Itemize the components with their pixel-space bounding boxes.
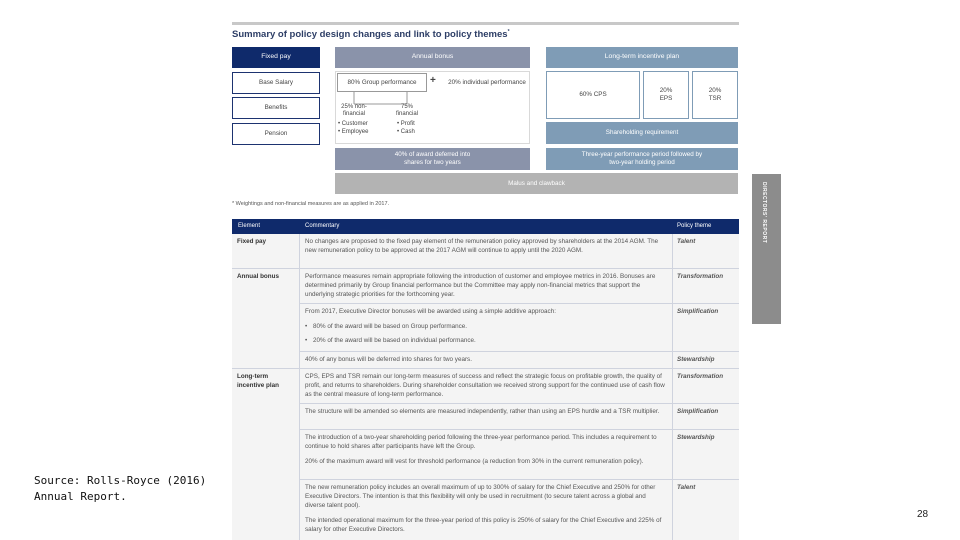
annual-bonus-bullet-1: 80% of the award will be based on Group performance. [313, 323, 468, 330]
eps-box: 20% EPS [643, 71, 689, 119]
pension-box: Pension [232, 123, 320, 145]
annual-bonus-box: Annual bonus [335, 47, 530, 68]
tsr-box: 20% TSR [692, 71, 738, 119]
fixed-pay-box: Fixed pay [232, 47, 320, 68]
page-number: 28 [917, 509, 929, 520]
bullet-dot-2: • [305, 337, 308, 344]
source-note: Source: Rolls-Royce (2016) Annual Report. [34, 474, 207, 503]
ltip-box: Long-term incentive plan [546, 47, 738, 68]
malus-clawback-box: Malus and clawback [335, 173, 738, 194]
footnote: * Weightings and non-financial measures are as applied in 2017. [232, 201, 390, 207]
row-label-fixed-pay: Fixed pay [237, 238, 267, 245]
page-title: Summary of policy design changes and link to policy themes* [232, 29, 510, 41]
annual-bonus-theme-1: Transformation [677, 273, 724, 280]
row-label-annual-bonus: Annual bonus [237, 273, 279, 280]
individual-performance-box: 20% individual performance [448, 78, 526, 86]
annual-bonus-commentary-3: 40% of any bonus will be deferred into shares for two years. [305, 356, 472, 363]
ltip-theme-1: Transformation [677, 373, 724, 380]
non-financial-item-employee: • Employee [338, 129, 369, 135]
ltip-theme-4: Talent [677, 484, 696, 491]
table-header [232, 219, 739, 234]
cps-box: 60% CPS [546, 71, 640, 119]
base-salary-box: Base Salary [232, 72, 320, 94]
bullet-dot-1: • [305, 323, 308, 330]
annual-bonus-bullet-2: 20% of the award will be based on individual performance. [313, 337, 476, 344]
financial-item-cash: • Cash [397, 129, 415, 135]
header-policy-theme: Policy theme [677, 223, 712, 229]
annual-bonus-commentary-1: Performance measures remain appropriate following the introduction of customer and employee metrics in 2016. Bonuses are determined primarily by Group financial performance but the Committee may apply non-financial metrics that support the underlying strategic priorities for the forthcoming year. [305, 273, 656, 299]
annual-bonus-theme-3: Stewardship [677, 356, 715, 363]
annual-bonus-commentary-2: From 2017, Executive Director bonuses will be awarded using a simple additive approach: [305, 308, 556, 315]
title-rule [232, 22, 739, 25]
fixed-pay-commentary: No changes are proposed to the fixed pay element of the remuneration policy approved by shareholders at the 2014 AGM. The new remuneration policy to be approved at the 2017 AGM will continue to apply until the 2020 AGM. [305, 238, 659, 255]
annual-bonus-theme-2: Simplification [677, 308, 719, 315]
header-element: Element [238, 223, 261, 229]
ltip-commentary-4b: The intended operational maximum for the three-year period of this policy is 250% of salary for the Chief Executive and 225% of salary for other Executive Directors. [305, 517, 662, 534]
header-commentary: Commentary [305, 223, 340, 229]
group-performance-box: 80% Group performance [337, 73, 427, 92]
shareholding-box: Shareholding requirement [546, 122, 738, 144]
non-financial-item-customer: • Customer [338, 121, 368, 127]
ltip-theme-3: Stewardship [677, 434, 715, 441]
side-tab: DIRECTORS' REPORT [752, 174, 781, 324]
row-label-ltip: Long-term incentive plan [237, 373, 279, 390]
deferred-shares-box: 40% of award deferred into shares for two years [335, 148, 530, 170]
non-financial-label: 25% non-financial [341, 104, 367, 118]
ltip-commentary-1: CPS, EPS and TSR remain our long-term measures of success and reflect the strategic focus on profitable growth, the quality of profit, and returns to shareholders. During shareholder consultation we received strong support for the continued use of cash flow as the central measure of long-term performance. [305, 373, 665, 399]
ltip-commentary-3: The introduction of a two-year shareholding period following the three-year performance period. This includes a requirement to continue to hold shares after participants have left the Group. [305, 434, 657, 451]
plus-sign: + [430, 75, 436, 86]
ltip-commentary-3b: 20% of the maximum award will vest for threshold performance (a reduction from 30% in the current remuneration policy). [305, 458, 644, 465]
financial-item-profit: • Profit [397, 121, 415, 127]
policy-table [232, 234, 739, 540]
ltip-commentary-2: The structure will be amended so elements are measured independently, rather than using an EPS hurdle and a TSR multiplier. [305, 408, 660, 415]
ltip-theme-2: Simplification [677, 408, 719, 415]
benefits-box: Benefits [232, 97, 320, 119]
fixed-pay-theme: Talent [677, 238, 696, 245]
holding-period-box: Three-year performance period followed by two-year holding period [546, 148, 738, 170]
financial-label: 75% financial [395, 104, 418, 118]
ltip-commentary-4: The new remuneration policy includes an overall maximum of up to 300% of salary for the Chief Executive and 250% for other Executive Directors. The intention is that this flexibility will only be used in recruitment (to secure talent across a global and diverse talent pool). [305, 484, 656, 510]
